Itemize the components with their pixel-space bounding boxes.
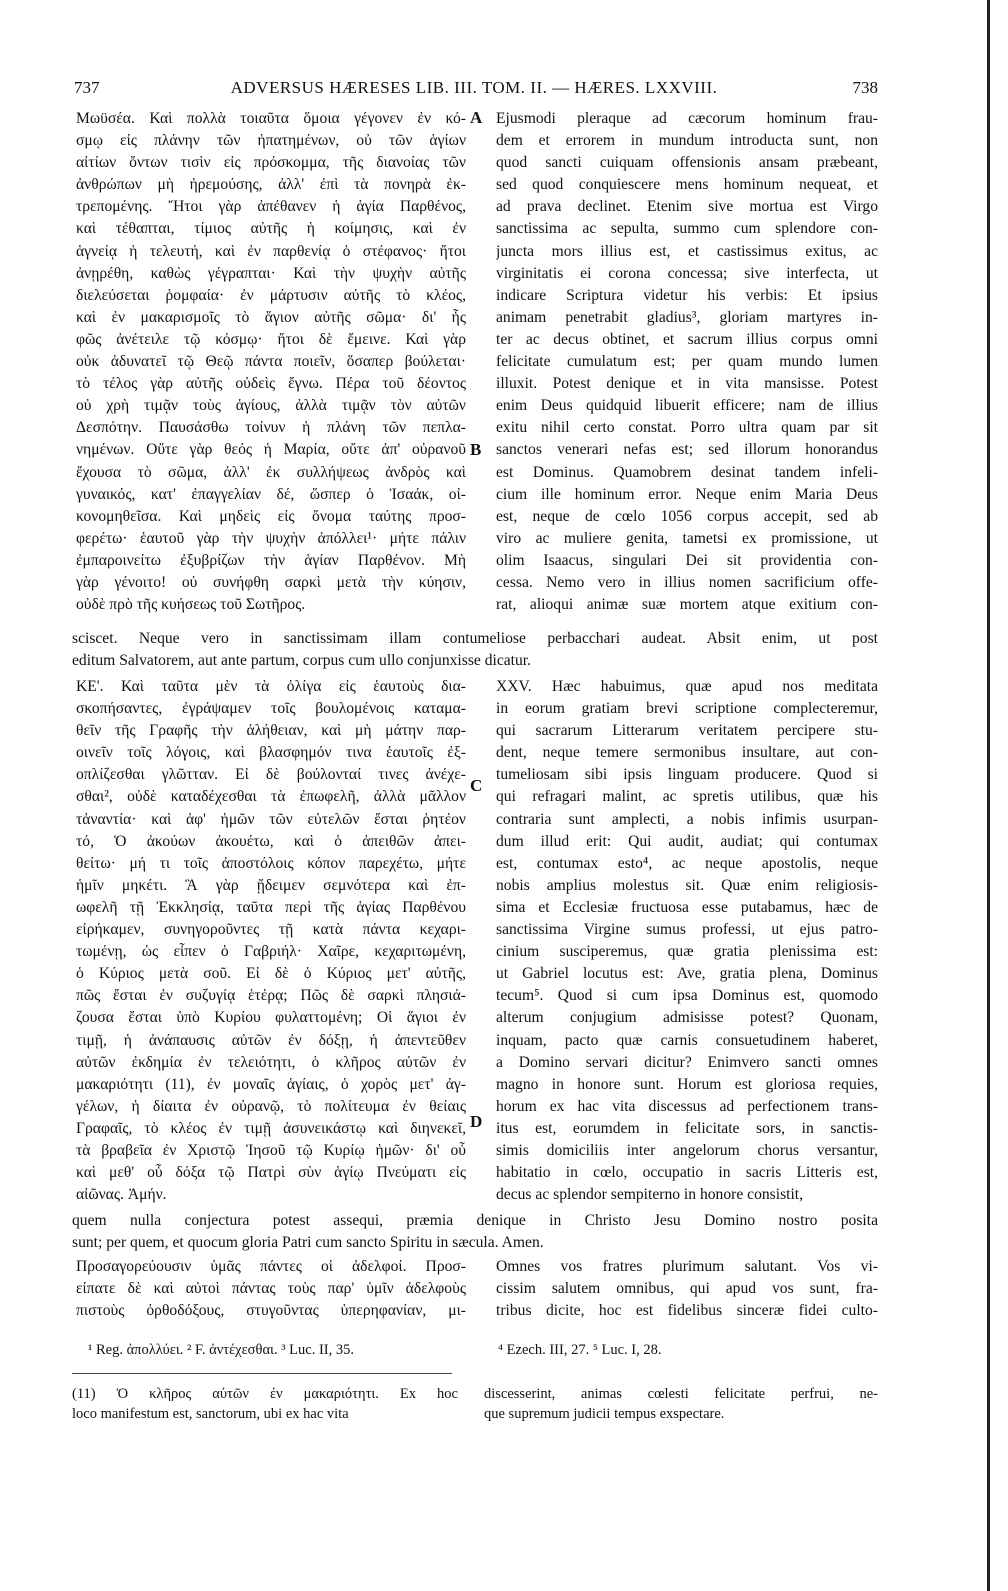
greek-text-line: σμῳ εἰς πλάνην τῶν ἠπατημένων, οὐ τῶν ἁγίων: [76, 132, 466, 150]
latin-text-line: illuxit. Potest denique et in vita mansisse. Potest: [496, 375, 878, 393]
latin-text-line: qui sacrarum Litterarum veritatem percipere stu-: [496, 722, 878, 740]
footnotes-left: ¹ Reg. ἀπολλύει. ² F. ἀντέχεσθαι. ³ Luc. II, 35.: [88, 1342, 354, 1358]
full-text-line: quem nulla conjectura potest assequi, præmia denique in Christo Jesu Domino nostro posita: [72, 1212, 878, 1229]
latin-text-line: quod sancti cuiquam offensionis ansam præbeant,: [496, 154, 878, 172]
latin-text-line: Ejusmodi pleraque ad cæcorum hominum frau-: [496, 110, 878, 127]
greek-text-line: τρεπομένης. Ἤτοι γὰρ ἀπέθανεν ἡ ἁγία Παρθένος,: [76, 198, 466, 216]
greek-text-line: τἀναντία· καὶ ἀφ' ἡμῶν τῶν εὐτελῶν ἔσται ῥητέον: [76, 810, 466, 828]
latin-text-line: sanctissima ac sepulta, summo cum splendore con-: [496, 220, 878, 238]
greek-text-line: ΚΕ'. Καὶ ταῦτα μὲν τὰ ὀλίγα εἰς ἑαυτοὺς δια-: [76, 678, 466, 695]
full-text-line: editum Salvatorem, aut ante partum, corpus cum ullo conjunxisse dicatur.: [72, 652, 532, 670]
greek-text-line: πιστοὺς ὀρθοδόξους, στυγοῦντας ὑπερηφανίαν, μι-: [76, 1302, 466, 1320]
latin-column-bottom: [496, 676, 878, 1206]
greek-text-line: οὐκ ἀδυνατεῖ τῷ Θεῷ πάντα ποιεῖν, ὅσαπερ βούλεται·: [76, 353, 466, 371]
greek-text-line: οινεῖν τοῖς λόγοις, καὶ βλασφημόν τινα ἑαυτοῖς ἐξ-: [76, 744, 466, 762]
latin-text-line: sanctissima Virgine sumus professi, ut ejus patro-: [496, 921, 878, 939]
greek-text-line: γυναικός, κατ' ἐπαγγελίαν δέ, ὥσπερ ὁ Ἰσαάκ, οἰ-: [76, 485, 466, 503]
latin-text-line: sanctos venerari nefas est; sed illorum honorandus: [496, 441, 878, 459]
greek-text-line: ὁ Κύριος μετὰ σοῦ. Εἰ δὲ ὁ Κύριος μετ' αὐτῆς,: [76, 965, 466, 983]
greek-text-line: αἰτίων ὄντων τισὶν εἰς πρόσκομμα, τῆς διανοίας τῶν: [76, 154, 466, 172]
latin-text-line: juncta mors illius est, et castissimus exitus, ac: [496, 242, 878, 260]
greek-column-top: [76, 108, 466, 616]
latin-text-line: nobis amplius molestus sit. Quæ enim religiosis-: [496, 876, 878, 894]
latin-text-line: sed quod conquiescere mens hominum nequeat, et: [496, 176, 878, 194]
greek-text-line: ἀνῃρέθη, καθὼς γέγραπται· Καὶ τὴν ψυχὴν αὐτῆς: [76, 264, 466, 282]
running-title: ADVERSUS HÆRESES LIB. III. TOM. II. — HÆRES. LXXVIII.: [230, 78, 718, 97]
greek-text-line: ἔχουσα τὸ σῶμα, ἀλλ' ἐκ συλλήψεως ἀνδρὸς καὶ: [76, 463, 466, 481]
latin-text-line: cessa. Nemo vero in illius nomen sacrificium offe-: [496, 573, 878, 591]
greek-text-line: ωφελῆ τῇ Ἐκκλησίᾳ, ταῦτα περὶ τῆς ἁγίας Παρθένου: [76, 898, 466, 916]
greek-column-end: [76, 1256, 466, 1322]
latin-text-line: inquam, pacto quæ carnis consuetudinem haberet,: [496, 1031, 878, 1049]
greek-text-line: Δεσπότην. Παυσάσθω τοίνυν ἡ πλάνη τῶν πεπλα-: [76, 419, 466, 437]
note-text-line: (11) Ὁ κλῆρος αὐτῶν ἐν μακαριότητι. Ex hoc: [72, 1386, 458, 1402]
latin-text-line: habitatio in cœlo, occupatio in sacris Litteris est,: [496, 1164, 878, 1182]
greek-text-line: αἰῶνας. Ἀμήν.: [76, 1186, 167, 1204]
greek-column-bottom: [76, 676, 466, 1206]
latin-text-line: virginitatis ei corona concessa; sive interfecta, ut: [496, 264, 878, 282]
greek-text-line: τὸ τέλος γὰρ αὐτῆς οὐδεὶς ἔγνω. Πέρα τοῦ δέοντος: [76, 375, 466, 393]
latin-text-line: in eorum gratiam brevi scriptione complecteremur,: [496, 700, 878, 718]
greek-text-line: αὐτῶν ἐκδημία ἐν τελειότητι, ὁ κλῆρος αὐτῶν ἐν: [76, 1053, 466, 1071]
note-text-line: discesserint, animas cœlesti felicitate perfrui, ne-: [484, 1386, 878, 1402]
full-width-text-2: [72, 1210, 878, 1254]
latin-text-line: qui refragari malint, ac spretis utilibus, quæ his: [496, 788, 878, 806]
greek-text-line: ἁγνείᾳ ἡ τελευτή, καὶ ἐν παρθενίᾳ ὁ στέφανος· ἤτοι: [76, 242, 466, 260]
greek-text-line: σκοπήσαντες, ἐγράψαμεν τοῖς βουλομένοις καταμα-: [76, 700, 466, 718]
full-text-line: sunt; per quem, et quocum gloria Patri cum sancto Spiritu in sæcula. Amen.: [72, 1234, 544, 1252]
greek-text-line: γὰρ γένοιτο! οὐ συνήφθη σαρκὶ μετὰ τὴν κύησιν,: [76, 573, 466, 591]
latin-text-line: animam penetrabit gladius³, gloriam martyres in-: [496, 308, 878, 326]
margin-marker-b: B: [470, 440, 482, 459]
greek-text-line: φῶς ἀνέτειλε τῷ κόσμῳ· ἤτοι δὲ ἔμεινε. Καὶ γὰρ: [76, 330, 466, 348]
footnotes-right: ⁴ Ezech. III, 27. ⁵ Luc. I, 28.: [498, 1342, 662, 1358]
greek-text-line: Γραφαῖς, τὸ κλέος ἐν τιμῇ ἀσυνεικάστῳ καὶ διηνεκεῖ,: [76, 1119, 466, 1137]
greek-text-line: θεῖν τῆς Γραφῆς τὴν ἀλήθειαν, καὶ μὴ μάτην παρ-: [76, 722, 466, 740]
greek-text-line: νημένων. Οὔτε γὰρ θεός ἡ Μαρία, οὔτε ἀπ' οὐρανοῦ: [76, 441, 466, 459]
greek-text-line: Μωϋσέα. Καὶ πολλὰ τοιαῦτα ὅμοια γέγονεν ἐν κό-: [76, 110, 466, 127]
latin-text-line: viro ac muliere genita, tametsi ex promissione, ut: [496, 529, 878, 547]
latin-text-line: est, neque de cœlo 1056 corpus accepit, sed ab: [496, 507, 878, 525]
latin-text-line: contraria sunt amplecti, a nobis infimis usurpan-: [496, 810, 878, 828]
note-text-line: que supremum judicii tempus exspectare.: [484, 1406, 725, 1422]
greek-text-line: καὶ μεθ' οὗ δόξα τῷ Πατρὶ σὺν ἁγίῳ Πνεύματι εἰς: [76, 1164, 466, 1182]
latin-text-line: enim Deus quidquid libuerit efficere; nam de illius: [496, 397, 878, 415]
latin-text-line: itus est, eorumdem in felicitate sors, in sanctis-: [496, 1119, 878, 1137]
margin-marker-d: D: [470, 1112, 483, 1131]
latin-text-line: decus ac splendor sempiterno in honore consistit,: [496, 1186, 804, 1204]
greek-text-line: ἡμῖν μηκέτι. Ἃ γὰρ ᾔδειμεν σεμνότερα καὶ ἐπ-: [76, 876, 466, 894]
greek-text-line: ἐμπαροινείτω ἐξυβρίζων τὴν ἁγίαν Παρθένον. Μὴ: [76, 551, 466, 569]
latin-text-line: dent, neque temere sermonibus insultare, aut con-: [496, 744, 878, 762]
greek-text-line: Προσαγορεύουσιν ὑμᾶς πάντες οἱ ἀδελφοί. Προσ-: [76, 1258, 466, 1275]
greek-text-line: τό, Ὁ ἀκούων ἀκουέτω, καὶ ὁ ἀπειθῶν ἀπει-: [76, 832, 466, 850]
greek-text-line: σθαι², οὐδὲ καταδέχεσθαι τὰ ἐπωφελῆ, ἀλλὰ μᾶλλον: [76, 788, 466, 806]
latin-text-line: tribus dicite, hoc est fidelibus sinceræ fidei culto-: [496, 1302, 878, 1320]
greek-text-line: τὰ βραβεῖα ἐν Χριστῷ Ἰησοῦ τῷ Κυρίῳ ἡμῶν· δι' οὗ: [76, 1141, 466, 1159]
latin-text-line: rat, alioqui animæ suæ mortem atque exitium con-: [496, 596, 878, 614]
greek-text-line: τωμένῃ, ὡς εἶπεν ὁ Γαβριήλ· Χαῖρε, κεχαριτωμένη,: [76, 943, 466, 961]
latin-text-line: cinium susciperemus, quæ gratia plenissima est:: [496, 943, 878, 961]
latin-text-line: est, contumax esto⁴, ac neque apostolis, neque: [496, 854, 878, 872]
latin-text-line: tumeliosam sibi ipsis linguam producere. Quod si: [496, 766, 878, 784]
latin-text-line: magno in honore sunt. Horum est gloriosa requies,: [496, 1075, 878, 1093]
greek-text-line: ἀνθρώπων μὴ ἠρεμούσης, ἀλλ' ἐπὶ τὰ πονηρὰ ἐκ-: [76, 176, 466, 194]
greek-text-line: μακαριότητι (11), ἐν μοναῖς ἁγίαις, ὁ χορὸς μετ' ἀγ-: [76, 1075, 466, 1093]
latin-text-line: ter ac decus obtinet, et sacrum illius corpus omni: [496, 330, 878, 348]
latin-text-line: tecum⁵. Quod si cum ipsa Dominus est, quomodo: [496, 987, 878, 1005]
greek-text-line: οὐ χρὴ τιμᾷν τοὺς ἁγίους, ἀλλὰ τιμᾷν τὸν αὐτῶν: [76, 397, 466, 415]
page-number-right: 738: [852, 78, 878, 97]
page-number-left: 737: [74, 78, 100, 97]
note-text-line: loco manifestum est, sanctorum, ubi ex hac vita: [72, 1406, 349, 1422]
margin-marker-a: A: [470, 108, 483, 127]
greek-text-line: εἰρήκαμεν, συνηγοροῦντες τῇ κατὰ πάντα κεχαρι-: [76, 921, 466, 939]
latin-text-line: horum ex hac vita discessus ad perfectionem trans-: [496, 1097, 878, 1115]
latin-text-line: dum illud erit: Qui audit, audiat; qui contumax: [496, 832, 878, 850]
latin-text-line: simis domiciliis inter angelorum chorus versantur,: [496, 1141, 878, 1159]
latin-text-line: a Domino servari dicitur? Enimvero sancti omnes: [496, 1053, 878, 1071]
latin-text-line: indicare Scriptura videtur his verbis: Et ipsius: [496, 286, 878, 304]
greek-text-line: ζουσα ἔσται ὑπὸ Κυρίου φυλαττομένη; Οἱ ἅγιοι ἐν: [76, 1009, 466, 1027]
editorial-note-left: [72, 1384, 458, 1424]
page-header: [70, 78, 878, 102]
greek-text-line: καὶ τέθαπται, τίμιος αὐτῆς ἡ κοίμησις, καὶ ἐν: [76, 220, 466, 238]
latin-text-line: dem et errorem in mundum introducta sunt, non: [496, 132, 878, 150]
notes-divider: [72, 1373, 452, 1374]
greek-text-line: πῶς ἔσται ἐν συζυγίᾳ ἑτέρᾳ; Πῶς δὲ σαρκὶ πλησιά-: [76, 987, 466, 1005]
full-text-line: sciscet. Neque vero in sanctissimam illam contumeliose perbacchari audeat. Absit enim, ut post: [72, 630, 878, 647]
greek-text-line: οὐδὲ πρὸ τῆς κυήσεως τοῦ Σωτῆρος.: [76, 596, 306, 614]
latin-text-line: XXV. Hæc habuimus, quæ apud nos meditata: [496, 678, 878, 695]
greek-text-line: γέλων, ἡ δίαιτα ἐν οὐρανῷ, τὸ πολίτευμα ἐν θείαις: [76, 1097, 466, 1115]
latin-text-line: cium ille hominum error. Neque enim Maria Deus: [496, 485, 878, 503]
greek-text-line: είπατε δὲ καὶ αὐτοὶ πάντας τοὺς παρ' ὑμῖν ἀδελφοὺς: [76, 1280, 466, 1298]
latin-text-line: alterum conjugium admisisse potest? Quonam,: [496, 1009, 878, 1027]
latin-column-top: [496, 108, 878, 616]
latin-text-line: olim Isaacus, singulari Dei sit providentia con-: [496, 551, 878, 569]
greek-text-line: καὶ ἐν μακαρισμοῖς τὸ ἅγιον αὐτῆς σῶμα· δι' ἧς: [76, 308, 466, 326]
greek-text-line: οπλίζεσθαι γλῶτταν. Εἰ δὲ βούλονταί τινες ἀνέχε-: [76, 766, 466, 784]
latin-text-line: Omnes vos fratres plurimum salutant. Vos vi-: [496, 1258, 878, 1275]
latin-text-line: est Dominus. Quamobrem desinat tandem infeli-: [496, 463, 878, 481]
greek-text-line: διελεύσεται ῥομφαία· ἐν μάρτυσιν αὐτῆς τὸ κλέος,: [76, 286, 466, 304]
latin-text-line: exitu nihil certo constat. Porro ultra quam par sit: [496, 419, 878, 437]
margin-marker-c: C: [470, 776, 483, 795]
greek-text-line: φερέτω· ἑαυτοῦ γὰρ τὴν ψυχὴν ἀπόλλει¹· μήτε πάλιν: [76, 529, 466, 547]
latin-text-line: sima et Ecclesiæ fructuosa esse putabamus, hæc de: [496, 898, 878, 916]
greek-text-line: τιμῇ, ἡ ἀνάπαυσις αὐτῶν ἐν δόξῃ, ἡ ἀπεντεῦθεν: [76, 1031, 466, 1049]
latin-column-end: [496, 1256, 878, 1322]
greek-text-line: θείτω· μή τι τοῖς ἀποστόλοις κόπον παρεχέτω, μήτε: [76, 854, 466, 872]
page-edge: [987, 0, 990, 1591]
latin-text-line: cissim salutem omnibus, qui apud vos sunt, fra-: [496, 1280, 878, 1298]
latin-text-line: ut Gabriel locutus est: Ave, gratia plena, Dominus: [496, 965, 878, 983]
latin-text-line: ad prava declinet. Etenim sive mortua est Virgo: [496, 198, 878, 216]
greek-text-line: κονομηθεῖσα. Καὶ μηδεὶς εἰς ὄνομα ταύτης προσ-: [76, 507, 466, 525]
full-width-text-1: [72, 628, 878, 672]
editorial-note-right: [484, 1384, 878, 1424]
latin-text-line: felicitate cumulatum est; per quam mundo lumen: [496, 353, 878, 371]
